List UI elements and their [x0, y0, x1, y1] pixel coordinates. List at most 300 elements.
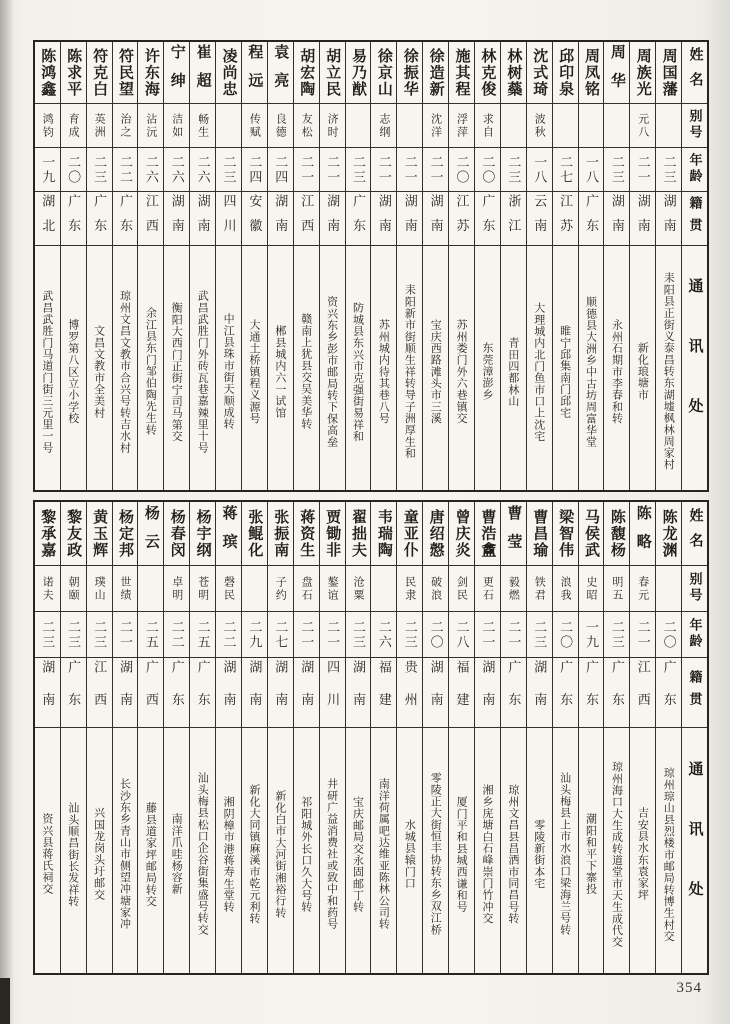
address-text: 南洋爪哇杨容新: [170, 813, 183, 895]
person-column: [137, 502, 163, 973]
age-text: 二一: [428, 154, 444, 185]
alias-cell: [371, 104, 396, 148]
age-cell: [475, 612, 500, 658]
person-column: [293, 42, 319, 490]
origin-cell: [294, 658, 319, 728]
age-text: 二五: [195, 619, 211, 650]
name-text: 符民望: [116, 47, 133, 98]
address-text: 睢宁邱集南门邱宅: [558, 324, 571, 419]
alias-text: 朝颐: [67, 575, 80, 602]
age-cell: [527, 612, 552, 658]
age-text: 二四: [247, 154, 263, 185]
name-cell: [579, 502, 604, 566]
name-cell: [320, 502, 345, 566]
address-cell: [346, 246, 371, 490]
address-text: 水城县辕门口: [403, 819, 416, 889]
alias-cell: [294, 104, 319, 148]
origin-cell: [527, 192, 552, 246]
age-cell: [656, 612, 681, 658]
alias-text: 毅燃: [507, 575, 520, 602]
person-column: [319, 42, 345, 490]
address-text: 耒阳县正街义泰昌转东湖墟枫林周家村: [662, 272, 675, 471]
name-text: 张振南: [272, 508, 289, 559]
age-text: 二〇: [558, 619, 574, 650]
origin-cell: [501, 192, 526, 246]
name-text: 程远: [246, 44, 263, 101]
alias-cell: [164, 566, 189, 612]
address-text: 潮阳和平下寨投: [584, 813, 597, 895]
alias-text: 明五: [610, 575, 623, 602]
origin-text: 湖南: [273, 193, 289, 244]
address-cell: [242, 728, 267, 973]
alias-cell: [268, 566, 293, 612]
age-text: 二一: [325, 619, 341, 650]
origin-cell: [604, 658, 629, 728]
origin-text: 江西: [635, 660, 651, 725]
address-cell: [371, 246, 396, 490]
address-cell: [397, 728, 422, 973]
address-text: 零陵正大街恒丰协转东乡双江桥: [429, 772, 442, 936]
name-text: 曹莹: [505, 505, 522, 562]
origin-cell: [604, 192, 629, 246]
address-cell: [501, 246, 526, 490]
age-cell: [138, 612, 163, 658]
age-cell: [501, 148, 526, 192]
name-cell: [449, 502, 474, 566]
person-column: [86, 502, 112, 973]
address-cell: [87, 728, 112, 973]
age-cell: [501, 612, 526, 658]
origin-text: 广东: [583, 193, 599, 244]
address-cell: [579, 728, 604, 973]
origin-cell: [423, 192, 448, 246]
alias-text: 世绩: [118, 575, 131, 602]
header-name-text: 姓名: [687, 508, 703, 559]
age-text: 二〇: [66, 154, 82, 185]
origin-cell: [242, 658, 267, 728]
name-cell: [604, 42, 629, 104]
header-address-cell: [682, 728, 707, 973]
age-text: 二六: [376, 619, 392, 650]
name-text: 周凤铭: [582, 47, 599, 98]
name-cell: [113, 502, 138, 566]
address-text: 琼州文昌文教市合兴号转吉水村: [118, 289, 131, 454]
address-cell: [216, 728, 241, 973]
address-cell: [164, 728, 189, 973]
address-text: 汕头梅县松口企谷街集盛号转交: [196, 772, 209, 936]
origin-text: 广东: [195, 660, 211, 725]
page-number: 354: [676, 980, 702, 996]
age-text: 二三: [40, 619, 56, 650]
address-text: 祁阳城外长口久大号转: [299, 795, 312, 913]
alias-cell: [527, 104, 552, 148]
header-origin-cell: [682, 192, 707, 246]
name-cell: [475, 502, 500, 566]
header-column: [681, 42, 707, 490]
address-cell: [371, 728, 396, 973]
address-text: 资兴县蒋氏祠交: [40, 813, 53, 895]
name-cell: [397, 42, 422, 104]
alias-cell: [190, 566, 215, 612]
alias-text: 沧粟: [351, 575, 364, 602]
origin-cell: [346, 192, 371, 246]
name-text: 韦瑞陶: [375, 508, 392, 559]
origin-cell: [475, 658, 500, 728]
age-text: 二三: [350, 154, 366, 185]
age-text: 二一: [506, 619, 522, 650]
name-text: 徐造新: [427, 47, 444, 98]
age-cell: [268, 612, 293, 658]
origin-text: 福建: [376, 660, 392, 725]
age-text: 二六: [169, 154, 185, 185]
age-cell: [346, 148, 371, 192]
person-column: [474, 42, 500, 490]
person-column: [189, 42, 215, 490]
address-text: 耒阳新市街顺生祥转导子洲厚生和: [403, 284, 416, 459]
alias-cell: [113, 566, 138, 612]
name-text: 陈鸿鑫: [39, 47, 56, 98]
name-cell: [371, 502, 396, 566]
person-column: [448, 502, 474, 973]
origin-cell: [371, 658, 396, 728]
alias-text: 浮萍: [455, 112, 468, 139]
name-text: 翟拙夫: [349, 508, 366, 559]
person-column: [60, 502, 86, 973]
alias-cell: [423, 566, 448, 612]
alias-text: 畅生: [196, 112, 209, 139]
alias-text: 友松: [300, 112, 313, 139]
origin-text: 浙江: [506, 193, 522, 244]
alias-cell: [630, 104, 655, 148]
name-cell: [268, 42, 293, 104]
name-text: 徐京山: [375, 47, 392, 98]
name-cell: [320, 42, 345, 104]
address-text: 厦门平和县城西谦和号: [455, 795, 468, 913]
person-column: [215, 42, 241, 490]
address-cell: [113, 246, 138, 490]
origin-text: 湖南: [609, 193, 625, 244]
name-cell: [475, 42, 500, 104]
person-column: [241, 42, 267, 490]
name-text: 陈略: [634, 505, 651, 562]
name-text: 徐振华: [401, 47, 418, 98]
origin-text: 广东: [66, 660, 82, 725]
person-column: [603, 502, 629, 973]
age-cell: [630, 148, 655, 192]
person-column: [655, 502, 681, 973]
address-text: 顺德县大洲乡中古坊周富华堂: [584, 295, 597, 448]
name-text: 崔超: [194, 44, 211, 101]
address-cell: [113, 728, 138, 973]
alias-cell: [216, 566, 241, 612]
origin-cell: [294, 192, 319, 246]
person-column: [370, 502, 396, 973]
alias-text: 民隶: [403, 575, 416, 602]
address-text: 中江县珠市街天顺成转: [222, 313, 235, 430]
address-text: 井研广益消费社或致中和药号: [325, 778, 338, 930]
alias-text: 诺夫: [41, 575, 54, 602]
name-cell: [579, 42, 604, 104]
age-cell: [397, 148, 422, 192]
name-text: 易乃猷: [349, 47, 366, 98]
origin-text: 湖南: [117, 660, 133, 725]
origin-text: 贵州: [402, 660, 418, 725]
age-cell: [449, 148, 474, 192]
origin-cell: [35, 658, 60, 728]
age-cell: [61, 612, 86, 658]
person-column: [319, 502, 345, 973]
alias-text: 磬民: [222, 575, 235, 602]
alias-cell: [553, 566, 578, 612]
person-column: [112, 42, 138, 490]
age-cell: [294, 612, 319, 658]
person-column: [422, 42, 448, 490]
address-cell: [449, 728, 474, 973]
address-cell: [138, 728, 163, 973]
address-text: 汕头顺昌街长发祥转: [66, 801, 79, 907]
address-text: 武昌武胜门马道门街三元里一号: [40, 289, 53, 454]
header-column: [681, 502, 707, 973]
address-cell: [294, 246, 319, 490]
address-text: 余江县东门邹伯陶先生转: [144, 307, 157, 436]
address-text: 吉安县水东袁家坪: [636, 807, 649, 901]
person-column: [137, 42, 163, 490]
alias-text: 鸿钧: [41, 112, 54, 139]
age-cell: [371, 612, 396, 658]
origin-cell: [138, 192, 163, 246]
name-cell: [216, 502, 241, 566]
age-cell: [190, 148, 215, 192]
name-text: 黎友政: [65, 508, 82, 559]
alias-cell: [423, 104, 448, 148]
name-cell: [501, 42, 526, 104]
alias-cell: [656, 104, 681, 148]
address-cell: [475, 728, 500, 973]
name-text: 胡宏陶: [298, 47, 315, 98]
age-text: 二三: [350, 619, 366, 650]
header-age-cell: [682, 612, 707, 658]
name-cell: [190, 42, 215, 104]
origin-text: 广东: [558, 660, 574, 725]
origin-text: 湖南: [169, 193, 185, 244]
name-cell: [604, 502, 629, 566]
address-cell: [553, 728, 578, 973]
name-cell: [294, 42, 319, 104]
alias-cell: [475, 566, 500, 612]
age-text: 二一: [635, 619, 651, 650]
person-column: [293, 502, 319, 973]
age-cell: [579, 148, 604, 192]
origin-text: 广东: [661, 660, 677, 725]
address-cell: [164, 246, 189, 490]
person-column: [163, 42, 189, 490]
age-cell: [242, 148, 267, 192]
origin-text: 广东: [92, 193, 108, 244]
alias-text: 璞山: [93, 575, 106, 602]
name-text: 曹浩盫: [479, 508, 496, 559]
address-text: 大理城内北门鱼市口上沈宅: [532, 301, 545, 442]
name-cell: [449, 42, 474, 104]
header-age-cell: [682, 148, 707, 192]
name-text: 胡立民: [324, 47, 341, 98]
person-column: [552, 502, 578, 973]
age-text: 二一: [299, 154, 315, 185]
alias-cell: [397, 104, 422, 148]
origin-text: 湖南: [532, 660, 548, 725]
person-column: [474, 502, 500, 973]
person-column: [267, 42, 293, 490]
age-cell: [216, 148, 241, 192]
alias-text: 英洲: [93, 112, 106, 139]
alias-cell: [87, 104, 112, 148]
person-column: [552, 42, 578, 490]
person-column: [500, 502, 526, 973]
age-text: 二〇: [428, 619, 444, 650]
address-text: 汕头梅县上市水浪口梁海兰号转: [558, 772, 571, 936]
header-origin-text: 籍贯: [687, 670, 703, 715]
address-cell: [449, 246, 474, 490]
address-text: 东莞漳澎乡: [480, 342, 493, 401]
address-text: 新化琅塘市: [636, 342, 649, 401]
name-text: 陈馥杨: [608, 508, 625, 559]
age-text: 二一: [402, 154, 418, 185]
age-text: 二四: [273, 154, 289, 185]
alias-text: 治之: [118, 112, 131, 139]
age-cell: [397, 612, 422, 658]
name-cell: [242, 502, 267, 566]
origin-cell: [190, 192, 215, 246]
age-cell: [579, 612, 604, 658]
origin-cell: [527, 658, 552, 728]
person-column: [345, 42, 371, 490]
address-cell: [501, 728, 526, 973]
origin-cell: [268, 192, 293, 246]
origin-text: 云南: [532, 193, 548, 244]
alias-text: 鏊谊: [326, 575, 339, 602]
header-alias-cell: [682, 566, 707, 612]
origin-text: 湖南: [40, 660, 56, 725]
age-cell: [553, 612, 578, 658]
person-column: [35, 42, 60, 490]
header-address-text: 通讯处: [686, 278, 703, 458]
name-text: 蒋瑸: [220, 505, 237, 562]
name-cell: [216, 42, 241, 104]
alias-text: 子约: [274, 575, 287, 602]
header-address-cell: [682, 246, 707, 490]
origin-text: 广东: [506, 660, 522, 725]
name-text: 杨云: [142, 505, 159, 562]
address-cell: [423, 728, 448, 973]
alias-text: 沾沅: [144, 112, 157, 139]
age-cell: [630, 612, 655, 658]
alias-cell: [190, 104, 215, 148]
age-cell: [320, 612, 345, 658]
name-cell: [113, 42, 138, 104]
name-text: 蒋资生: [298, 508, 315, 559]
age-text: 一八: [583, 154, 599, 185]
alias-cell: [113, 104, 138, 148]
age-text: 二八: [454, 619, 470, 650]
alias-cell: [61, 104, 86, 148]
address-text: 大通土桥镇程义源号: [247, 319, 260, 424]
origin-text: 湖南: [350, 660, 366, 725]
address-cell: [630, 246, 655, 490]
address-cell: [579, 246, 604, 490]
name-text: 唐绍慤: [427, 508, 444, 559]
address-cell: [216, 246, 241, 490]
origin-cell: [164, 658, 189, 728]
origin-text: 湖南: [480, 660, 496, 725]
origin-cell: [630, 658, 655, 728]
alias-text: 元八: [636, 112, 649, 139]
alias-cell: [501, 566, 526, 612]
address-cell: [268, 728, 293, 973]
person-column: [396, 502, 422, 973]
origin-cell: [630, 192, 655, 246]
name-cell: [294, 502, 319, 566]
person-column: [500, 42, 526, 490]
name-cell: [138, 42, 163, 104]
person-column: [35, 502, 60, 973]
name-text: 宁绅: [168, 44, 185, 101]
address-text: 苏州城内待其巷八号: [377, 319, 390, 424]
person-column: [60, 42, 86, 490]
address-text: 衡阳大西门正街宁司马第交: [170, 301, 183, 442]
origin-cell: [579, 192, 604, 246]
person-column: [396, 42, 422, 490]
name-cell: [423, 502, 448, 566]
origin-cell: [87, 192, 112, 246]
origin-text: 广东: [609, 660, 625, 725]
age-text: 二一: [117, 619, 133, 650]
name-cell: [164, 502, 189, 566]
age-cell: [268, 148, 293, 192]
origin-text: 江苏: [454, 193, 470, 244]
alias-text: 良德: [274, 112, 287, 139]
header-name-cell: [682, 502, 707, 566]
origin-text: 湖南: [273, 660, 289, 725]
name-cell: [397, 502, 422, 566]
origin-cell: [35, 192, 60, 246]
age-text: 一八: [532, 154, 548, 185]
address-cell: [656, 246, 681, 490]
origin-text: 江西: [299, 193, 315, 244]
origin-text: 江苏: [558, 193, 574, 244]
name-cell: [527, 42, 552, 104]
person-column: [526, 42, 552, 490]
alias-text: 洁如: [170, 112, 183, 139]
alias-text: 济时: [326, 112, 339, 139]
address-cell: [656, 728, 681, 973]
age-text: 二七: [273, 619, 289, 650]
name-text: 黎承嘉: [39, 508, 56, 559]
person-column: [655, 42, 681, 490]
age-cell: [35, 148, 60, 192]
name-cell: [553, 502, 578, 566]
binding-shadow: [0, 0, 14, 1024]
name-text: 贾锄非: [324, 508, 341, 559]
alias-cell: [553, 104, 578, 148]
name-cell: [190, 502, 215, 566]
alias-text: 育成: [67, 112, 80, 139]
origin-cell: [216, 192, 241, 246]
person-column: [112, 502, 138, 973]
name-cell: [630, 42, 655, 104]
address-text: 防城县东兴市克强街易祥和: [351, 301, 364, 442]
name-text: 施其程: [453, 47, 470, 98]
origin-cell: [216, 658, 241, 728]
address-cell: [61, 246, 86, 490]
